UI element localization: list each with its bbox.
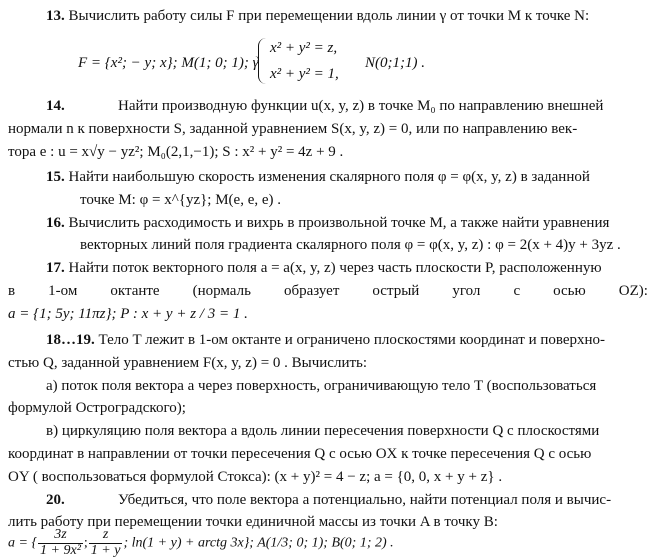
problem-20-formula — [8, 528, 394, 558]
problem-20-number: 20. — [46, 492, 65, 508]
word: OZ): — [618, 283, 648, 299]
word: 1-ом — [48, 283, 78, 299]
word: угол — [452, 283, 481, 299]
word: образует — [283, 283, 340, 299]
word: в — [8, 283, 16, 299]
word: с — [513, 283, 521, 299]
problem-15-label: 15. — [46, 169, 65, 185]
problem-13-statement — [46, 7, 654, 25]
problem-20-label — [46, 491, 65, 509]
problem-18-item-a-line-2: формулой Остроградского); — [8, 400, 186, 416]
problem-14-line-1: Найти производную функции u(x, y, z) в точке M₀ по направлению внешней — [118, 98, 604, 114]
separator: ; — [83, 535, 88, 551]
problem-13-text: Вычислить работу силы F при перемещении вдоль линии γ от точки M к точке N: — [68, 8, 590, 24]
problem-20-line-1: Убедиться, что поле вектора a потенциально, найти потенциал поля и вычис- — [118, 492, 612, 508]
problem-18-item-b-line-1: в) циркуляцию поля вектора a вдоль линии пересечения поверхности Q с плоскостями — [46, 423, 600, 439]
problem-15-line-1-wrap — [46, 168, 590, 186]
problem-13-system-line-2: x² + y² = 1, — [270, 66, 339, 82]
problem-14-line-3: тора e : u = x√y − yz²; M₀(2,1,−1); S : x² + y² = 4z + 9 . — [8, 144, 344, 160]
word: осью — [553, 283, 586, 299]
problem-16-line-2: векторных линий поля градиента скалярного поля φ = φ(x, y, z) : φ = 2(x + 4)y + 3yz . — [80, 237, 621, 253]
vector-a-prefix: a = { — [8, 535, 38, 551]
word: (нормаль — [192, 283, 251, 299]
problem-16-label: 16. — [46, 215, 65, 231]
problem-13-formula-left: F = {x²; − y; x}; M(1; 0; 1); γ — [78, 55, 259, 71]
problem-17-line-3: a = {1; 5y; 11πz}; P : x + y + z / 3 = 1 . — [8, 306, 248, 322]
problem-15-line-1: Найти наибольшую скорость изменения скалярного поля φ = φ(x, y, z) в заданной — [68, 169, 590, 185]
problem-16-line-1-wrap — [46, 214, 609, 232]
problem-17-label: 17. — [46, 260, 65, 276]
problem-13-system-line-1: x² + y² = z, — [270, 40, 338, 56]
problem-13-label: 13. — [46, 8, 65, 24]
problem-20-line-2: лить работу при перемещении точки единичной массы из точки A в точку B: — [8, 514, 498, 530]
problem-14-number: 14. — [46, 98, 65, 114]
fraction-2-numerator: z — [102, 527, 109, 542]
word: октанте — [110, 283, 160, 299]
problem-15-line-2: точке M: φ = x^{yz}; M(e, e, e) . — [80, 192, 282, 208]
fraction-2-denominator: 1 + y — [90, 542, 121, 558]
fraction-1 — [38, 528, 83, 558]
problem-18-item-b-line-3: OY ( воспользоваться формулой Стокса): (x + y)² = 4 − z; a = {0, 0, x + y + z} . — [8, 469, 503, 485]
problem-16-line-1: Вычислить расходимость и вихрь в произвольной точке M, а также найти уравнения — [68, 215, 610, 231]
problem-13-point-n: N(0;1;1) . — [365, 55, 425, 71]
problem-17-line-1: Найти поток векторного поля a = a(x, y, z) через часть плоскости P, расположенную — [68, 260, 602, 276]
problem-17-line-1-wrap — [46, 259, 602, 277]
word: острый — [372, 283, 420, 299]
problem-18-line-1-wrap — [46, 331, 605, 349]
problem-14-label — [46, 97, 65, 115]
problem-20-formula-tail: ; ln(1 + y) + arctg 3x}; A(1/3; 0; 1); B(0; 1; 2) . — [123, 535, 394, 551]
problem-18-item-b-line-2: координат в направлении от точки пересечения Q с осью OX к точке пересечения Q с осью — [8, 446, 592, 462]
problem-17-line-2 — [8, 282, 648, 300]
system-brace — [258, 38, 267, 84]
fraction-1-denominator: 1 + 9x² — [40, 542, 81, 558]
problem-18-label: 18…19. — [46, 332, 95, 348]
fraction-1-numerator: 3z — [54, 527, 67, 542]
problem-14-line-2: нормали n к поверхности S, заданной уравнением S(x, y, z) = 0, или по направлению век- — [8, 121, 578, 137]
problem-18-line-2: стью Q, заданной уравнением F(x, y, z) = 0 . Вычислить: — [8, 355, 368, 371]
fraction-2 — [89, 528, 123, 558]
problem-18-item-a-line-1: а) поток поля вектора a через поверхность, ограничивающую тело T (воспользоваться — [46, 378, 597, 394]
problem-18-line-1: Тело T лежит в 1-ом октанте и ограничено плоскостями координат и поверхно- — [98, 332, 606, 348]
